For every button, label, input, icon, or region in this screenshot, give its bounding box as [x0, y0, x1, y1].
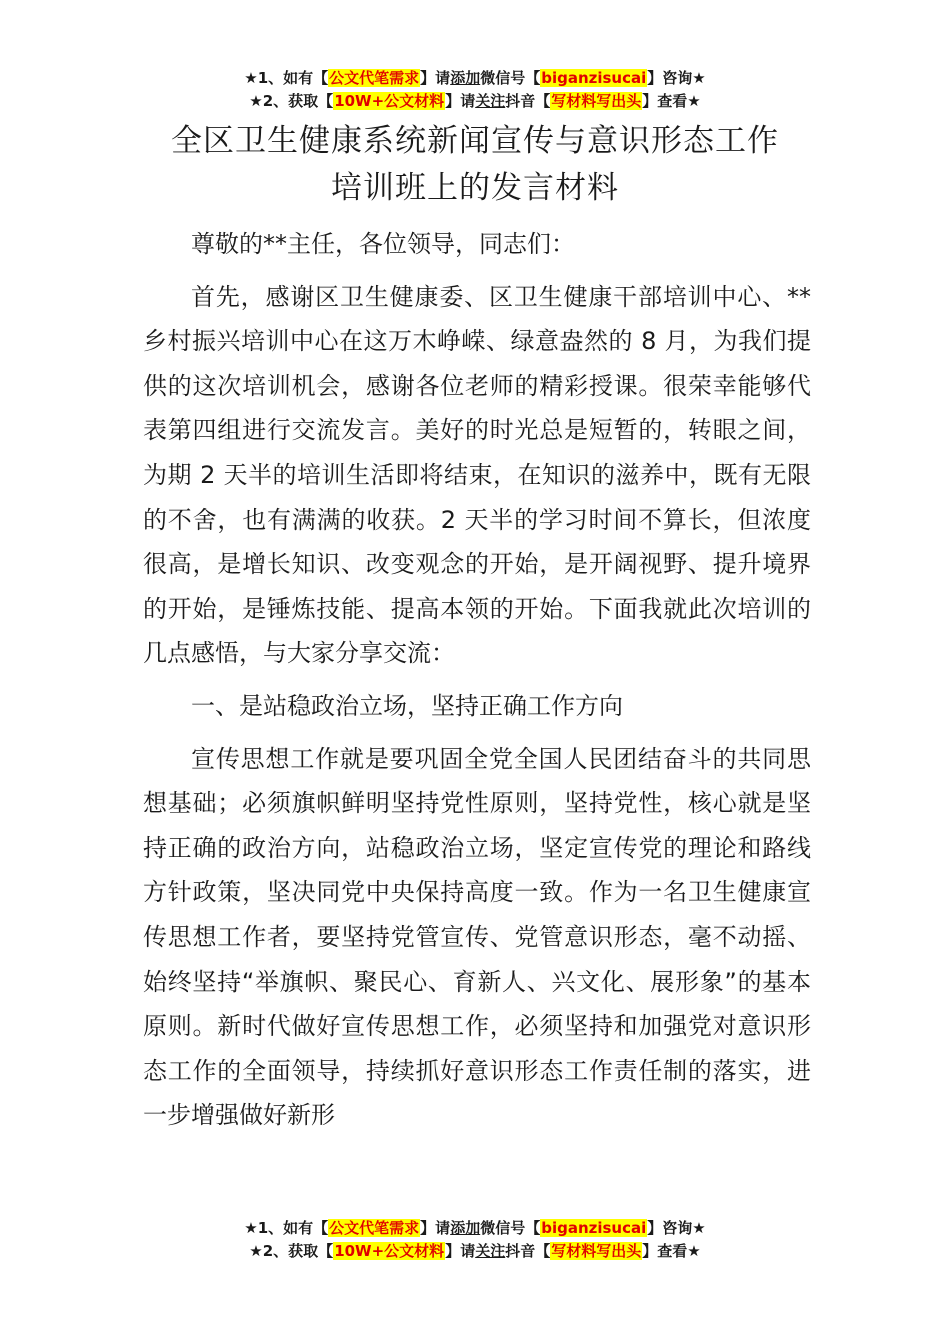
title-line-2: 培训班上的发言材料 [331, 170, 619, 206]
highlight-douyin-account: 写材料写出头 [551, 1242, 642, 1260]
highlight-service: 公文代笔需求 [329, 69, 420, 87]
banner-line-2: ★2、获取【10W+公文材料】请关注抖音【写材料写出头】查看★ [249, 1242, 701, 1260]
highlight-materials: 10W+公文材料 [334, 1242, 445, 1260]
highlight-service: 公文代笔需求 [329, 1219, 420, 1237]
banner-line-2: ★2、获取【10W+公文材料】请关注抖音【写材料写出头】查看★ [249, 92, 701, 110]
document-title [0, 118, 950, 212]
footer-banner [0, 1217, 950, 1263]
title-line-1: 全区卫生健康系统新闻宣传与意识形态工作 [171, 123, 779, 159]
banner-line-1: ★1、如有【公文代笔需求】请添加微信号【biganzisucai】咨询★ [244, 69, 706, 87]
document-body [143, 222, 811, 1138]
banner-line-1: ★1、如有【公文代笔需求】请添加微信号【biganzisucai】咨询★ [244, 1219, 706, 1237]
highlight-wechat-id: biganzisucai [541, 1219, 647, 1237]
highlight-wechat-id: biganzisucai [541, 69, 647, 87]
highlight-materials: 10W+公文材料 [334, 92, 445, 110]
paragraph-intro: 首先，感谢区卫生健康委、区卫生健康干部培训中心、**乡村振兴培训中心在这万木峥嵘、绿意盎然的 8 月，为我们提供的这次培训机会，感谢各位老师的精彩授课。很荣幸能够代表第四组进行交流发言。美好的时光总是短暂的，转眼之间，为期 2 天半的培训生活即将结束，在知识的滋养中，既有无限的不舍，也有满满的收获。2 天半的学习时间不算长，但浓度很高，是增长知识、改变观念的开始，是开阔视野、提升境界的开始，是锤炼技能、提高本领的开始。下面我就此次培训的几点感悟，与大家分享交流： [143, 282, 811, 668]
highlight-douyin-account: 写材料写出头 [551, 92, 642, 110]
section-heading-1: 一、是站稳政治立场，坚持正确工作方向 [191, 691, 623, 720]
header-banner [0, 67, 950, 113]
greeting: 尊敬的**主任，各位领导，同志们： [191, 230, 575, 258]
paragraph-section-1: 宣传思想工作就是要巩固全党全国人民团结奋斗的共同思想基础；必须旗帜鲜明坚持党性原则，坚持党性，核心就是坚持正确的政治方向，站稳政治立场，坚定宣传党的理论和路线方针政策，坚决同党中央保持高度一致。作为一名卫生健康宣传思想工作者，要坚持党管宣传、党管意识形态，毫不动摇、始终坚持“举旗帜、聚民心、育新人、兴文化、展形象”的基本原则。新时代做好宣传思想工作，必须坚持和加强党对意识形态工作的全面领导，持续抓好意识形态工作责任制的落实，进一步增强做好新形 [143, 744, 811, 1130]
